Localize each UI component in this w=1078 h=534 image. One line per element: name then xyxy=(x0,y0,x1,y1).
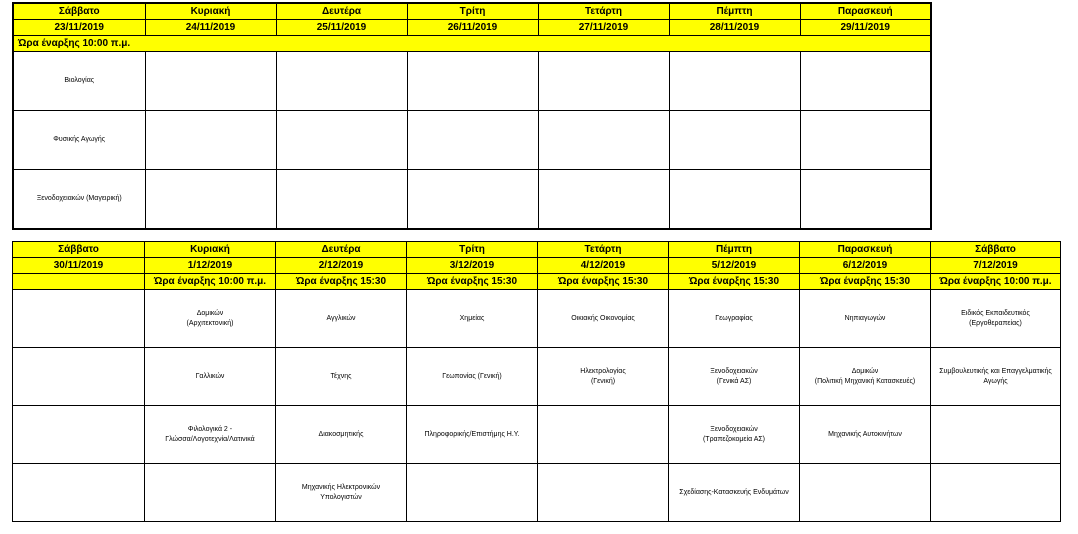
subject-cell: Δομικών (Πολιτική Μηχανική Κατασκευές) xyxy=(800,348,931,406)
day-cell: Σάββατο xyxy=(13,242,145,258)
subject-cell: Σχεδίασης-Κατασκευής Ενδυμάτων xyxy=(669,464,800,522)
subject-cell: Μηχανικής Αυτοκινήτων xyxy=(800,406,931,464)
subject-cell: Τέχνης xyxy=(276,348,407,406)
date-cell: 6/12/2019 xyxy=(800,258,931,274)
subject-cell: Φιλολογικά 2 - Γλώσσα/Λογοτεχνία/Λατινικά xyxy=(145,406,276,464)
subject-cell: Γεωπονίας (Γενική) xyxy=(407,348,538,406)
start-time-cell: Ώρα έναρξης 10:00 π.μ. xyxy=(931,274,1061,290)
schedule-table-week1 xyxy=(12,2,932,230)
subject-cell xyxy=(800,52,931,111)
day-cell: Σάββατο xyxy=(931,242,1061,258)
date-cell: 1/12/2019 xyxy=(145,258,276,274)
subject-cell: Οικιακής Οικονομίας xyxy=(538,290,669,348)
subject-cell xyxy=(800,170,931,230)
subject-cell xyxy=(669,52,800,111)
subject-row xyxy=(13,464,1061,522)
subject-cell xyxy=(13,406,145,464)
date-cell: 27/11/2019 xyxy=(538,20,669,36)
subject-cell: Πληροφορικής/Επιστήμης Η.Υ. xyxy=(407,406,538,464)
subject-cell xyxy=(538,52,669,111)
day-cell: Τετάρτη xyxy=(538,3,669,20)
subject-cell xyxy=(538,170,669,230)
subject-cell: Δομικών (Αρχιτεκτονική) xyxy=(145,290,276,348)
subject-row xyxy=(13,111,931,170)
subject-cell: Αγγλικών xyxy=(276,290,407,348)
date-cell: 24/11/2019 xyxy=(145,20,276,36)
subject-cell: Φυσικής Αγωγής xyxy=(13,111,145,170)
subject-cell: Βιολογίας xyxy=(13,52,145,111)
date-cell: 23/11/2019 xyxy=(13,20,145,36)
day-cell: Τρίτη xyxy=(407,3,538,20)
subject-cell xyxy=(407,464,538,522)
subject-cell: Ξενοδοχειακών (Μαγειρική) xyxy=(13,170,145,230)
subject-cell xyxy=(145,464,276,522)
subject-row xyxy=(13,290,1061,348)
subject-row xyxy=(13,170,931,230)
date-cell: 26/11/2019 xyxy=(407,20,538,36)
date-cell: 28/11/2019 xyxy=(669,20,800,36)
subject-cell: Μηχανικής Ηλεκτρονικών Υπολογιστών xyxy=(276,464,407,522)
subject-row xyxy=(13,348,1061,406)
date-header-row xyxy=(13,258,1061,274)
date-cell: 5/12/2019 xyxy=(669,258,800,274)
schedule-table-week2 xyxy=(12,241,1061,522)
subject-cell xyxy=(145,52,276,111)
subject-cell xyxy=(407,170,538,230)
subject-cell xyxy=(800,111,931,170)
subject-cell: Ξενοδοχειακών (Γενικά ΑΣ) xyxy=(669,348,800,406)
subject-cell xyxy=(538,406,669,464)
subject-cell xyxy=(13,464,145,522)
day-header-row xyxy=(13,242,1061,258)
subject-cell: Ηλεκτρολογίας (Γενική) xyxy=(538,348,669,406)
day-cell: Παρασκευή xyxy=(800,242,931,258)
subject-cell xyxy=(407,52,538,111)
day-cell: Παρασκευή xyxy=(800,3,931,20)
subject-cell xyxy=(931,464,1061,522)
subject-cell xyxy=(13,348,145,406)
subject-cell: Ξενοδοχειακών (Τραπεζοκομεία ΑΣ) xyxy=(669,406,800,464)
start-time-cell: Ώρα έναρξης 15:30 xyxy=(669,274,800,290)
subject-cell xyxy=(145,170,276,230)
subject-cell xyxy=(538,464,669,522)
subject-cell xyxy=(276,52,407,111)
start-time-cell: Ώρα έναρξης 10:00 π.μ. xyxy=(13,36,931,52)
subject-cell xyxy=(145,111,276,170)
subject-cell: Διακοσμητικής xyxy=(276,406,407,464)
date-cell: 30/11/2019 xyxy=(13,258,145,274)
day-cell: Σάββατο xyxy=(13,3,145,20)
subject-cell: Γαλλικών xyxy=(145,348,276,406)
start-time-cell xyxy=(13,274,145,290)
day-cell: Τρίτη xyxy=(407,242,538,258)
day-cell: Τετάρτη xyxy=(538,242,669,258)
subject-cell: Χημείας xyxy=(407,290,538,348)
subject-cell xyxy=(276,170,407,230)
start-time-row xyxy=(13,274,1061,290)
date-cell: 7/12/2019 xyxy=(931,258,1061,274)
subject-cell: Νηπιαγωγών xyxy=(800,290,931,348)
subject-cell: Γεωγραφίας xyxy=(669,290,800,348)
day-header-row xyxy=(13,3,931,20)
subject-cell xyxy=(800,464,931,522)
start-time-cell: Ώρα έναρξης 15:30 xyxy=(407,274,538,290)
day-cell: Κυριακή xyxy=(145,242,276,258)
start-time-cell: Ώρα έναρξης 15:30 xyxy=(800,274,931,290)
date-cell: 3/12/2019 xyxy=(407,258,538,274)
subject-cell xyxy=(931,406,1061,464)
day-cell: Δευτέρα xyxy=(276,3,407,20)
subject-row xyxy=(13,52,931,111)
subject-cell: Συμβουλευτικής και Επαγγελματικής Αγωγής xyxy=(931,348,1061,406)
subject-cell xyxy=(538,111,669,170)
day-cell: Πέμπτη xyxy=(669,3,800,20)
subject-cell xyxy=(669,111,800,170)
subject-cell: Ειδικός Εκπαιδευτικός (Εργοθεραπείας) xyxy=(931,290,1061,348)
date-cell: 2/12/2019 xyxy=(276,258,407,274)
subject-cell xyxy=(407,111,538,170)
start-time-cell: Ώρα έναρξης 15:30 xyxy=(538,274,669,290)
day-cell: Δευτέρα xyxy=(276,242,407,258)
date-cell: 29/11/2019 xyxy=(800,20,931,36)
date-cell: 4/12/2019 xyxy=(538,258,669,274)
start-time-cell: Ώρα έναρξης 15:30 xyxy=(276,274,407,290)
date-cell: 25/11/2019 xyxy=(276,20,407,36)
start-time-cell: Ώρα έναρξης 10:00 π.μ. xyxy=(145,274,276,290)
day-cell: Κυριακή xyxy=(145,3,276,20)
subject-cell xyxy=(276,111,407,170)
date-header-row xyxy=(13,20,931,36)
start-time-row xyxy=(13,36,931,52)
subject-cell xyxy=(669,170,800,230)
day-cell: Πέμπτη xyxy=(669,242,800,258)
subject-row xyxy=(13,406,1061,464)
subject-cell xyxy=(13,290,145,348)
